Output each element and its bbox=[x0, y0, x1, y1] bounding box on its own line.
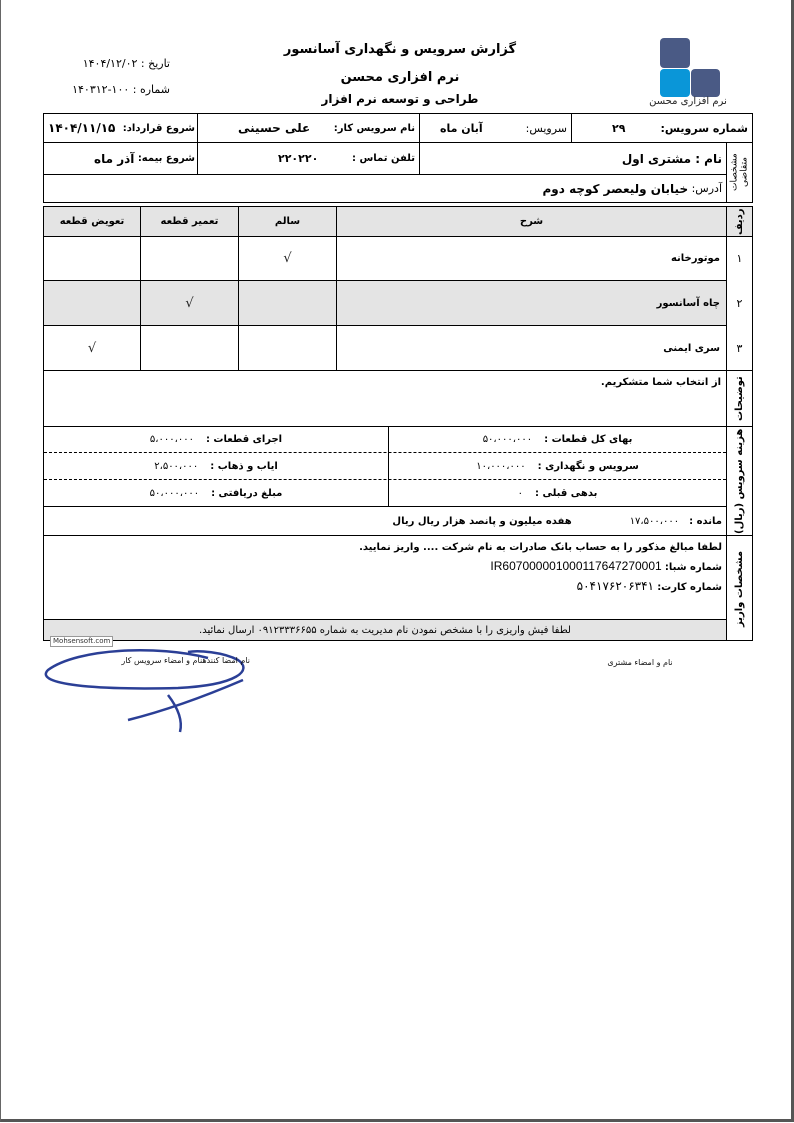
service-cost-label: سرویس و نگهداری : bbox=[537, 460, 639, 472]
received-amount bbox=[44, 480, 388, 506]
col-header-healthy: سالم bbox=[274, 216, 301, 227]
customer-name-label: نام : bbox=[695, 151, 722, 166]
logo-text: نرم افزاری محسن bbox=[649, 96, 727, 107]
customer-signature-label: نام و امضاء مشتری bbox=[607, 658, 673, 667]
service-cost bbox=[389, 453, 726, 479]
repair-cell bbox=[141, 237, 238, 280]
row-index: ۳ bbox=[736, 341, 743, 355]
technician-value: علی حسینی bbox=[238, 121, 311, 135]
received-value: ۵۰،۰۰۰،۰۰۰ bbox=[149, 487, 200, 499]
col-header-repair: تعمیر قطعه bbox=[160, 216, 219, 227]
contract-start-value: ۱۴۰۴/۱۱/۱۵ bbox=[48, 121, 116, 135]
notes-label: توضیحات bbox=[734, 376, 745, 421]
service-cost-value: ۱۰،۰۰۰،۰۰۰ bbox=[476, 460, 526, 472]
service-number-value: ۲۹ bbox=[612, 121, 626, 135]
previous-debt-value: ۰ bbox=[517, 487, 523, 499]
customer-name-cell bbox=[420, 143, 726, 174]
transport-cost bbox=[44, 453, 388, 479]
parts-total-label: بهای کل قطعات : bbox=[544, 434, 633, 445]
parts-install-label: اجرای قطعات : bbox=[205, 434, 283, 445]
divider bbox=[43, 535, 753, 536]
row-description: موتورخانه bbox=[670, 253, 720, 264]
service-number-cell bbox=[572, 114, 752, 142]
previous-debt-label: بدهی قبلی : bbox=[535, 487, 598, 499]
sheba-label: شماره شبا: bbox=[664, 562, 722, 573]
card-label: شماره کارت: bbox=[657, 582, 722, 593]
row-index: ۱ bbox=[736, 252, 743, 265]
technician-cell bbox=[198, 114, 419, 142]
remaining-value: ۱۷،۵۰۰،۰۰۰ bbox=[629, 515, 680, 527]
technician-signature-label: نام امضا کنندهنام و امضاء سرویس کار bbox=[121, 656, 250, 665]
remaining bbox=[250, 507, 722, 535]
date-value: ۱۴۰۴/۱۲/۰۲ bbox=[82, 57, 138, 70]
row-description: سری ایمنی bbox=[663, 342, 720, 354]
number-label: شماره : bbox=[132, 83, 170, 96]
company-logo-icon bbox=[658, 38, 720, 98]
replace-cell bbox=[44, 281, 140, 325]
technician-label: نام سرویس کار: bbox=[333, 122, 415, 134]
costs-label: هزینه سرویس (ریال) bbox=[734, 428, 745, 534]
insurance-start-value: آذر ماه bbox=[94, 151, 135, 166]
service-value: آبان ماه bbox=[440, 121, 483, 135]
contract-start-cell bbox=[44, 114, 197, 142]
check-icon: √ bbox=[87, 340, 97, 356]
check-icon: √ bbox=[283, 251, 292, 266]
replace-cell bbox=[44, 237, 140, 280]
transport-value: ۲،۵۰۰،۰۰۰ bbox=[154, 460, 199, 472]
healthy-cell bbox=[239, 281, 336, 325]
customer-name-value: مشتری اول bbox=[621, 151, 692, 166]
repair-cell bbox=[141, 326, 238, 370]
report-title: گزارش سرویس و نگهداری آسانسور bbox=[283, 42, 517, 57]
col-header-replace: تعویض قطعه bbox=[59, 216, 125, 227]
number-value: ۱۰۰-۱۴۰۳۱۲ bbox=[72, 83, 130, 96]
service-label: سرویس: bbox=[525, 121, 567, 135]
remaining-words: هفده میلیون و پانصد هزار ریال ریال bbox=[392, 515, 572, 527]
service-cell bbox=[420, 114, 571, 142]
report-number bbox=[40, 83, 170, 96]
payment-label: مشخصات واریز bbox=[734, 550, 745, 627]
row-description: چاه آسانسور bbox=[656, 297, 720, 309]
remaining-label: مانده : bbox=[689, 515, 722, 527]
service-number-label: شماره سرویس: bbox=[660, 121, 748, 135]
company-subtitle: طراحی و توسعه نرم افزار bbox=[321, 92, 479, 106]
address-value: خیابان ولیعصر کوچه دوم bbox=[542, 181, 689, 196]
phone-label: تلفن تماس : bbox=[351, 153, 415, 164]
parts-install-value: ۵،۰۰۰،۰۰۰ bbox=[149, 434, 194, 445]
previous-debt bbox=[389, 480, 726, 506]
row-index: ۲ bbox=[736, 296, 743, 310]
parts-install bbox=[44, 427, 388, 452]
col-header-description: شرح bbox=[519, 216, 544, 227]
address-label: آدرس: bbox=[691, 182, 722, 195]
sheba-row bbox=[200, 559, 722, 573]
contract-start-label: شروع قرارداد: bbox=[122, 122, 195, 134]
date-label: تاریخ : bbox=[140, 57, 170, 70]
divider bbox=[43, 370, 753, 371]
report-date bbox=[40, 57, 170, 70]
transport-label: ایاب و ذهاب : bbox=[210, 460, 278, 472]
notes-text: از انتخاب شما متشکریم. bbox=[600, 377, 721, 388]
insurance-start-cell bbox=[44, 143, 197, 174]
payment-instruction: لطفا مبالغ مذکور را به حساب بانک صادرات به نام شرکت .... واریز نمایید. bbox=[359, 542, 722, 553]
footer-note: لطفا فیش واریزی را با مشخص نمودن نام مدیریت به شماره ۰۹۱۲۳۳۳۶۶۵۵ ارسال نمائید. bbox=[199, 624, 571, 636]
col-header-row: ردیف bbox=[734, 208, 745, 235]
healthy-cell bbox=[239, 326, 336, 370]
watermark: Mohsensoft.com bbox=[50, 636, 113, 647]
parts-total-value: ۵۰،۰۰۰،۰۰۰ bbox=[482, 434, 533, 445]
card-value: ۵۰۴۱۷۶۲۰۶۳۴۱ bbox=[576, 579, 654, 593]
parts-total bbox=[389, 427, 726, 452]
phone-cell bbox=[198, 143, 419, 174]
company-name: نرم افزاری محسن bbox=[340, 70, 460, 85]
insurance-start-label: شروع بیمه: bbox=[137, 153, 195, 164]
signature-scribble-icon bbox=[38, 640, 253, 735]
applicant-section-label: مشخصات متقاضی bbox=[729, 153, 750, 192]
check-icon: √ bbox=[185, 295, 194, 311]
phone-value: ۲۲۰۲۲۰ bbox=[278, 152, 319, 165]
sheba-value: IR607000001000117647270001 bbox=[490, 559, 662, 573]
card-row bbox=[200, 579, 722, 593]
address-cell bbox=[300, 175, 726, 202]
received-label: مبلغ دریافتی : bbox=[211, 487, 283, 499]
